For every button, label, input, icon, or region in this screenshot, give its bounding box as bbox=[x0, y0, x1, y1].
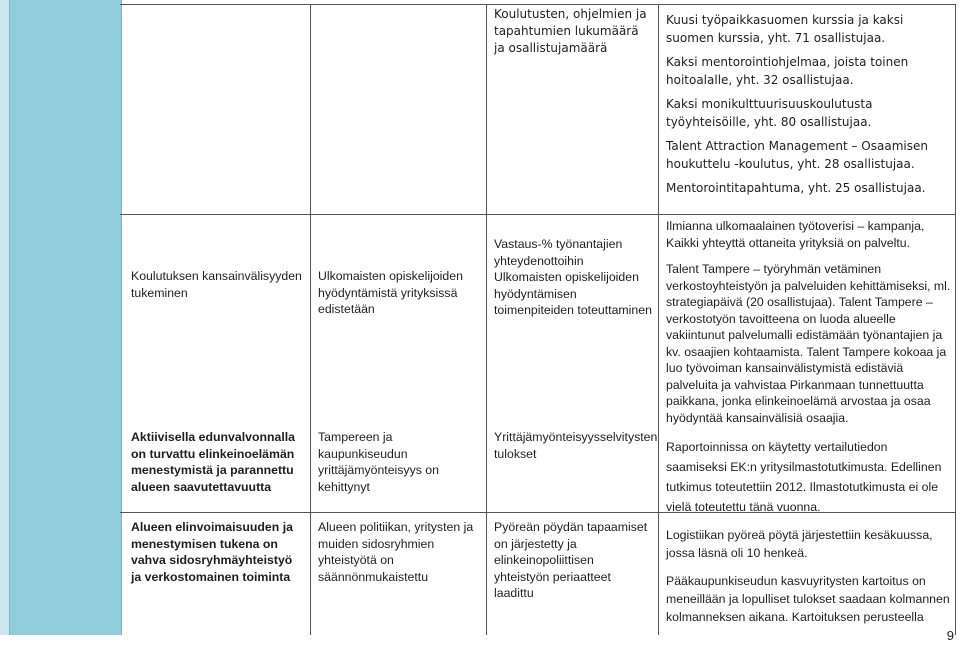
left-band-light bbox=[0, 0, 9, 635]
result-round-table: Logistiikan pyöreä pöytä järjestettiin kesäkuussa, jossa läsnä oli 10 henkeä. bbox=[666, 528, 933, 560]
goal-internationalization: Koulutuksen kansainvälisyyden tukeminen bbox=[131, 269, 302, 300]
result-climate-survey: Raportoinnissa on käytetty vertailutiedon saamiseksi EK:n yritysilmastotutkimusta. Edellinen tutkimus toteutettiin 2012. Ilmastotutkimusta ei ole vielä toteutettu tänä vuonna. bbox=[666, 440, 942, 514]
result-line-2: Kaksi mentorointiohjelmaa, joista toinen hoitoalalle, yht. 32 osallistujaa. bbox=[666, 55, 909, 87]
page-number: 9 bbox=[946, 628, 954, 643]
table-top-border bbox=[120, 4, 956, 5]
result-working-group: Talent Tampere – työryhmän vetäminen verkostoyhteistyön ja palveluiden kehittämiseksi, ml. strategiapäivä (20 osallistujaa). Talent Tampere – verkostotyön tavoitteena on luoda alueelle vakiintunut palvelumalli edistämään työnantajien ja kv. osaajien kohtaamista. Talent Tampere kokoaa ja luo työvoiman kansainvälistymistä edistäviä palveluita ja vahvistaa Pirkanmaan tunnettuutta paikkana, jonka elinkeinoelämä arvostaa ja osaa hyödyntää kansainvälisiä osaajia. bbox=[666, 262, 951, 425]
indicator-round-table: Pyöreän pöydän tapaamiset on järjestetty ja elinkeinopoliittisen yhteistyön periaatteet laadittu bbox=[494, 520, 648, 600]
indicator-line-2: Ulkomaisten opiskelijoiden hyödyntämisen toimenpiteiden toteuttaminen bbox=[494, 270, 652, 317]
result-logistics-round-table bbox=[666, 526, 951, 626]
column-divider-1 bbox=[310, 4, 311, 635]
result-growth-companies: Pääkaupunkiseudun kasvuyritysten kartoitus on meneillään ja lopulliset tulokset saadaan kolmannen kolmanneksen aikana. Kartoituksen perusteella bbox=[666, 574, 950, 624]
table-right-border bbox=[955, 4, 956, 635]
column-divider-2 bbox=[486, 4, 487, 635]
column-divider-3 bbox=[658, 4, 659, 635]
result-line-4: Talent Attraction Management – Osaamisen houkuttelu -koulutus, yht. 28 osallistujaa. bbox=[666, 139, 928, 171]
measure-label: Koulutusten, ohjelmien ja tapahtumien lukumäärä ja osallistujamäärä bbox=[494, 7, 647, 55]
indicator-employer-response bbox=[494, 236, 652, 319]
goal-advocacy: Aktiivisella edunvalvonnalla on turvattu elinkeinoelämän menestymistä ja parannettu alueen saavutettavuutta bbox=[131, 430, 296, 494]
result-line-3: Kaksi monikulttuurisuuskoulutusta työyhteisöille, yht. 80 osallistujaa. bbox=[666, 97, 873, 129]
indicator-line-1: Vastaus-% työnantajien yhteydenottoihin bbox=[494, 237, 623, 268]
result-talent-tampere bbox=[666, 218, 951, 426]
goal-stakeholder-cooperation: Alueen elinvoimaisuuden ja menestymisen tukena on vahva sidosryhmäyhteistyö ja verkostomainen toiminta bbox=[131, 520, 293, 584]
objective-entrepreneurship: Tampereen ja kaupunkiseudun yrittäjämyönteisyys on kehittynyt bbox=[318, 430, 439, 494]
row-divider-1 bbox=[120, 214, 956, 215]
result-line-5: Mentorointitapahtuma, yht. 25 osallistujaa. bbox=[666, 181, 926, 195]
objective-foreign-students: Ulkomaisten opiskelijoiden hyödyntämistä yrityksissä edistetään bbox=[318, 269, 463, 316]
participant-results bbox=[666, 11, 951, 197]
indicator-entrepreneurship-survey: Yrittäjämyönteisyysselvitysten tulokset bbox=[494, 430, 658, 461]
result-line-1: Kuusi työpaikkasuomen kurssia ja kaksi suomen kurssia, yht. 71 osallistujaa. bbox=[666, 13, 904, 45]
left-band-teal bbox=[9, 0, 122, 635]
result-campaign: Ilmianna ulkomaalainen työtoverisi – kampanja, Kaikki yhteyttä ottaneita yrityksiä on palveltu. bbox=[666, 219, 925, 250]
objective-politics-cooperation: Alueen politiikan, yritysten ja muiden sidosryhmien yhteistyötä on säännönmukaistettu bbox=[318, 520, 474, 584]
